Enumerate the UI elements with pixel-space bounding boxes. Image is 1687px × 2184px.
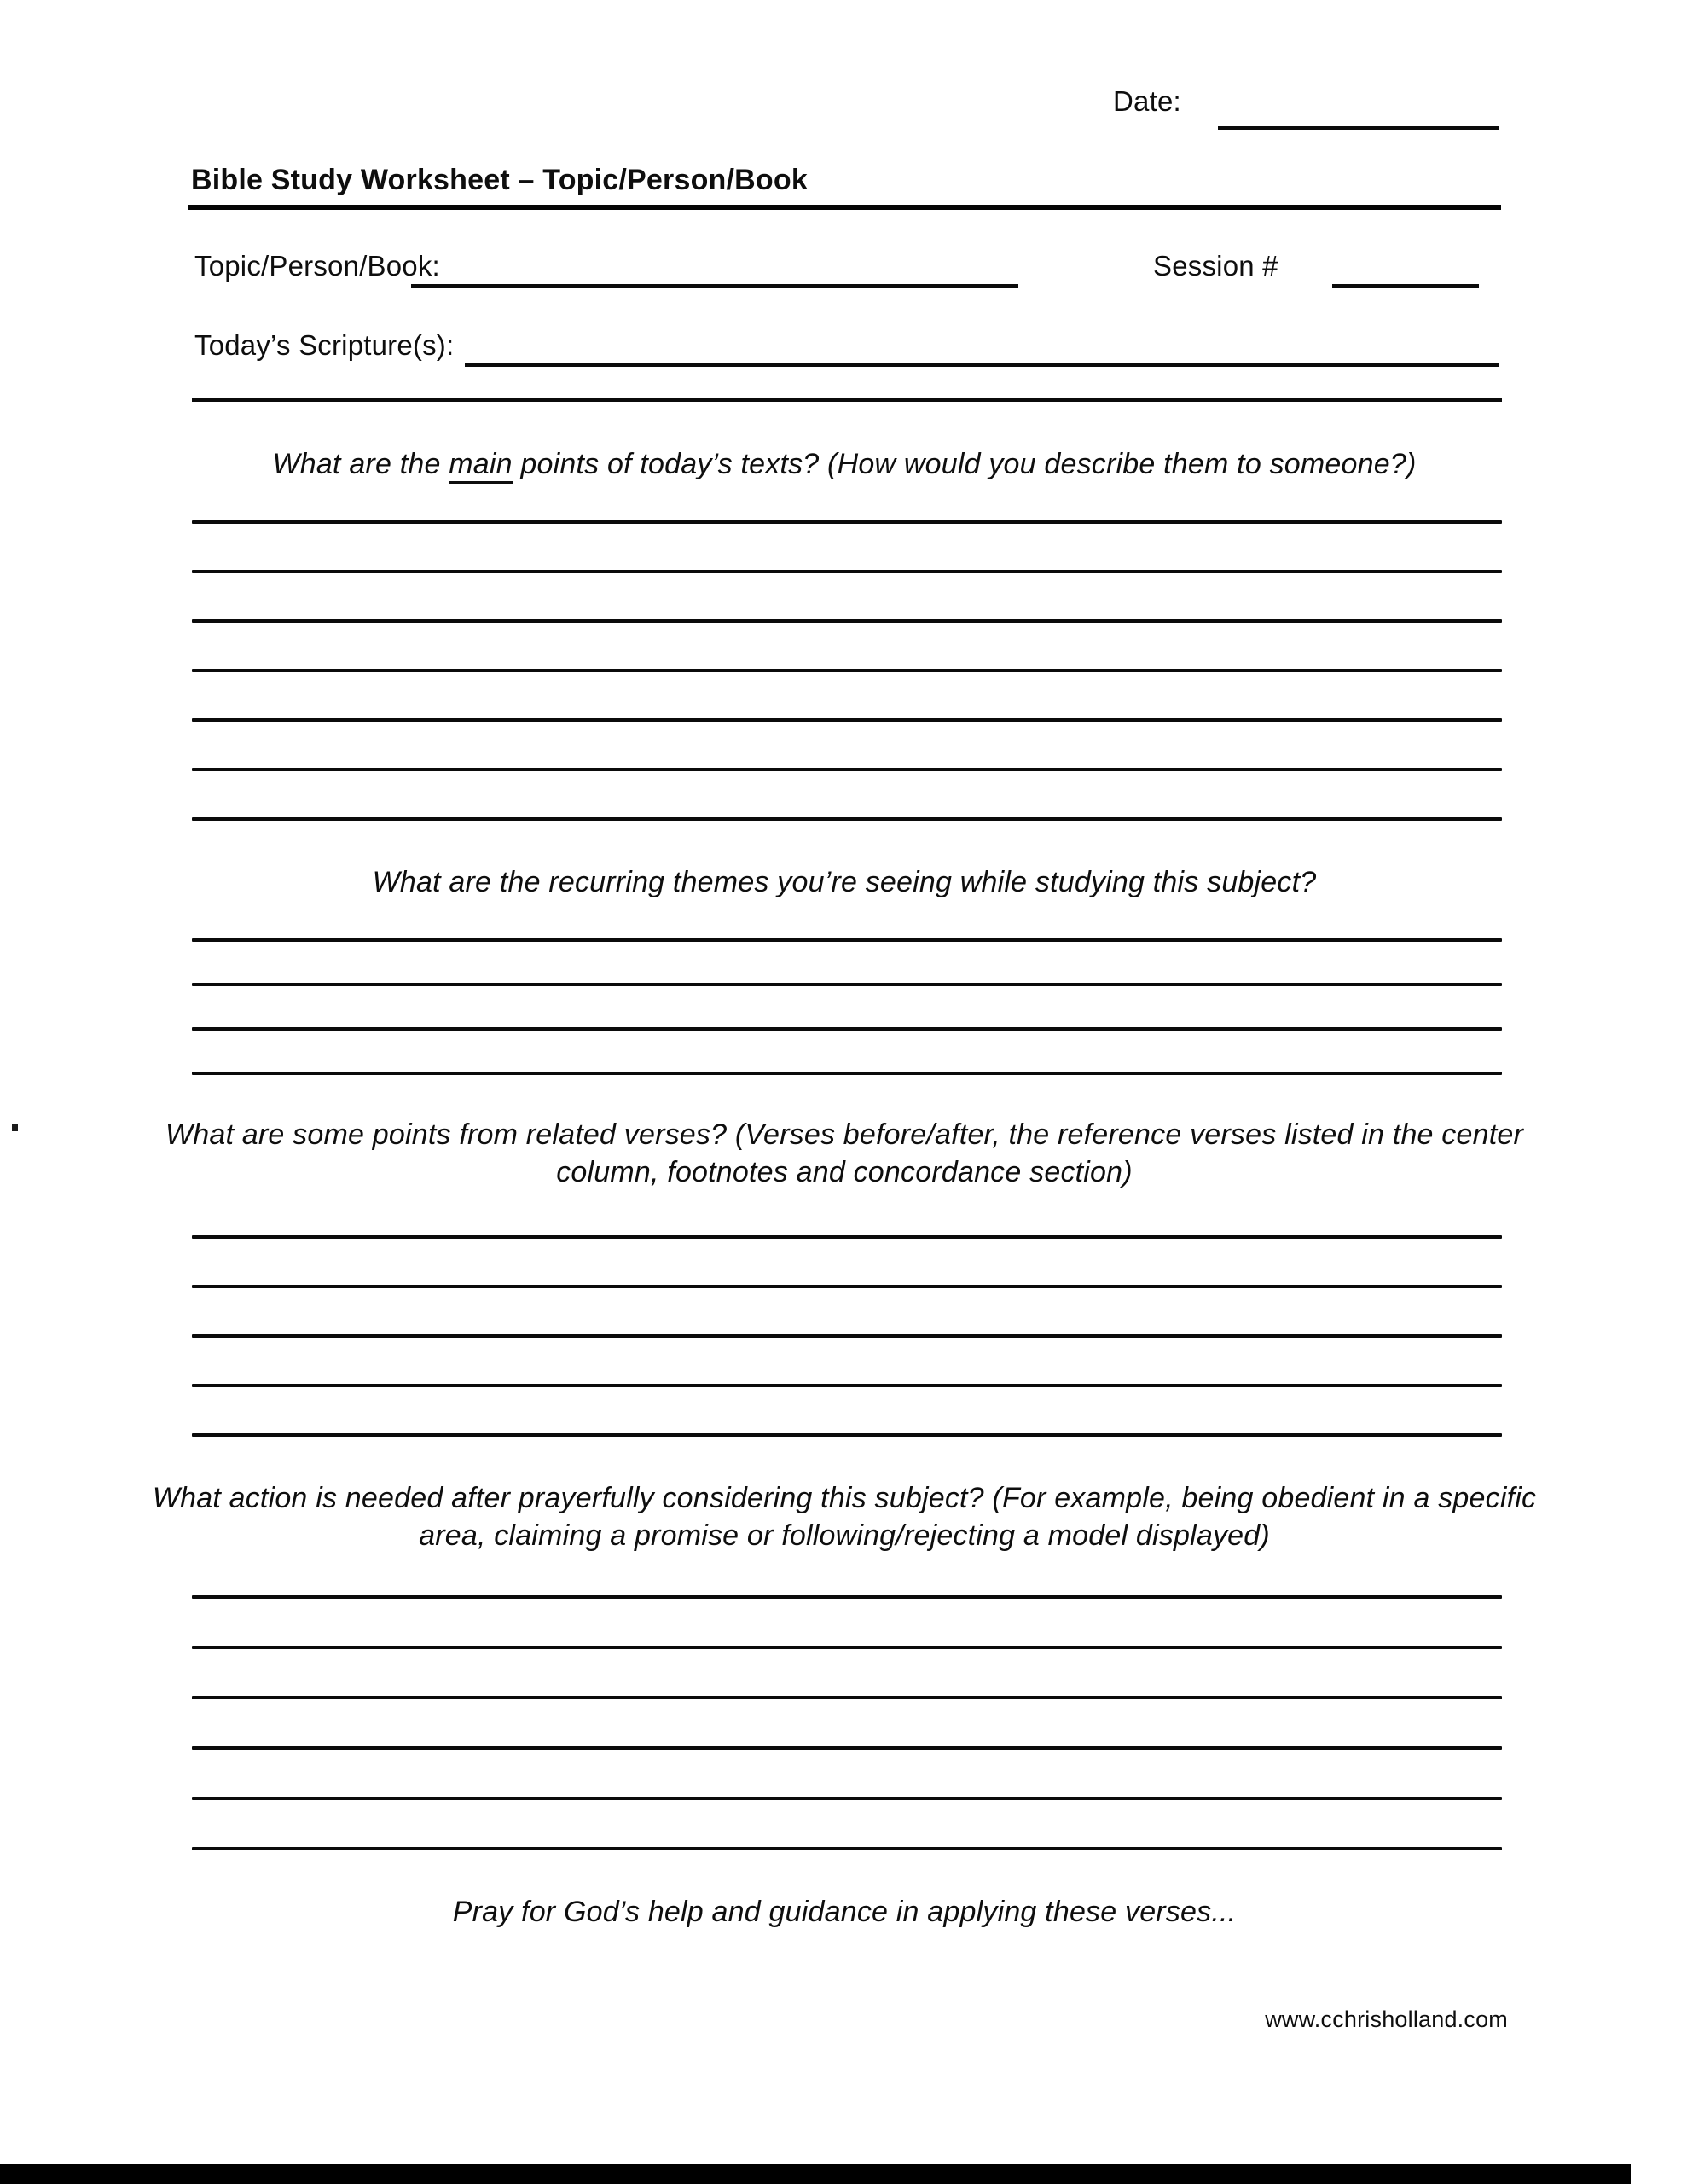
scan-speck <box>12 1124 18 1131</box>
answer-lines-section-2 <box>192 938 1502 1116</box>
answer-line <box>192 1384 1502 1387</box>
page-title: Bible Study Worksheet – Topic/Person/Book <box>191 164 808 196</box>
answer-line <box>192 1646 1502 1649</box>
answer-line <box>192 938 1502 942</box>
prayer-note: Pray for God’s help and guidance in applying these verses... <box>452 1896 1237 1928</box>
question-1 <box>136 445 1552 483</box>
date-label: Date: <box>1113 85 1181 117</box>
question-4: What action is needed after prayerfully considering this subject? (For example, being obedient in a specific area, claiming a promise or following/rejecting a model displayed) <box>152 1482 1537 1552</box>
answer-line <box>192 1746 1502 1750</box>
answer-lines-section-3 <box>192 1235 1502 1483</box>
answer-line <box>192 619 1502 623</box>
topic-blank-line <box>411 284 1018 288</box>
answer-line <box>192 1847 1502 1850</box>
answer-line <box>192 817 1502 821</box>
answer-line <box>192 1235 1502 1239</box>
todays-scriptures-label: Today’s Scripture(s): <box>194 329 455 361</box>
answer-line <box>192 1072 1502 1075</box>
answer-line <box>192 718 1502 722</box>
website-url: www.cchrisholland.com <box>1265 2007 1508 2032</box>
question-1-underlined-word: main <box>449 448 513 484</box>
answer-line <box>192 768 1502 771</box>
answer-line <box>192 983 1502 986</box>
section-divider-rule <box>192 398 1502 402</box>
question-1-prefix: What are the <box>272 448 449 480</box>
question-2: What are the recurring themes you’re seeing while studying this subject? <box>372 866 1317 898</box>
answer-line <box>192 1797 1502 1800</box>
answer-line <box>192 1285 1502 1288</box>
answer-line <box>192 1696 1502 1699</box>
answer-line <box>192 570 1502 573</box>
answer-line <box>192 1027 1502 1031</box>
session-blank-line <box>1332 284 1479 288</box>
answer-line <box>192 1433 1502 1437</box>
topic-person-book-label: Topic/Person/Book: <box>194 250 440 282</box>
answer-line <box>192 1595 1502 1599</box>
answer-line <box>192 669 1502 672</box>
answer-line <box>192 520 1502 524</box>
question-1-suffix: points of today’s texts? (How would you describe them to someone?) <box>512 448 1417 480</box>
date-blank-line <box>1218 126 1499 130</box>
scanner-edge-bar <box>0 2164 1631 2184</box>
answer-lines-section-4 <box>192 1595 1502 1897</box>
question-3: What are some points from related verses? (Verses before/after, the reference verses listed in the center column, footnotes and concordance section) <box>165 1118 1524 1188</box>
answer-lines-section-1 <box>192 520 1502 867</box>
answer-line <box>192 1334 1502 1338</box>
scripture-blank-line <box>465 363 1499 367</box>
title-rule <box>188 205 1501 210</box>
session-label: Session # <box>1153 250 1278 282</box>
